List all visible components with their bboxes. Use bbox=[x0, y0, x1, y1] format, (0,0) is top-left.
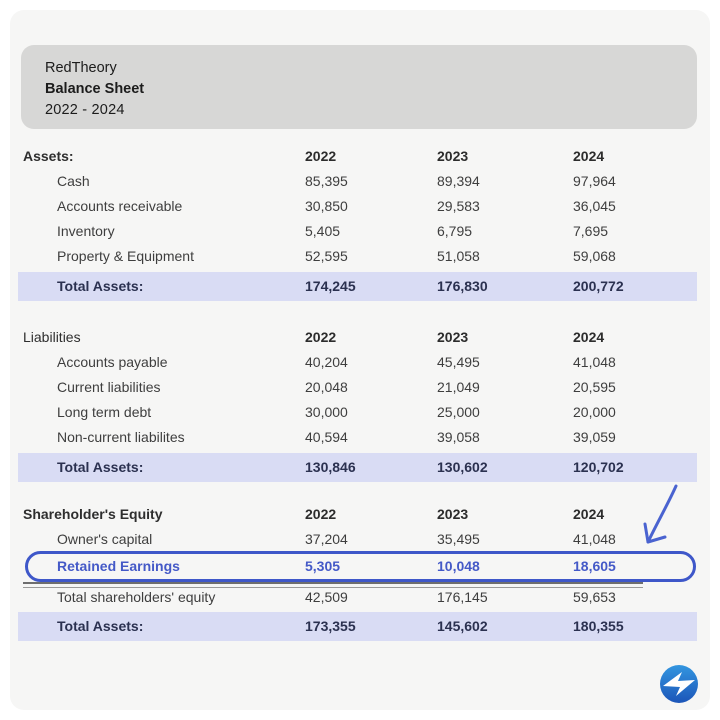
year-header: 2024 bbox=[573, 506, 605, 522]
table-row bbox=[0, 351, 720, 373]
total-value: 120,702 bbox=[573, 459, 624, 475]
total-label: Total Assets: bbox=[57, 618, 144, 634]
row-label: Non-current liabilites bbox=[57, 429, 185, 445]
cell-value: 41,048 bbox=[573, 354, 616, 370]
cell-value: 21,049 bbox=[437, 379, 480, 395]
company-name: RedTheory bbox=[45, 60, 117, 76]
cell-value: 30,850 bbox=[305, 198, 348, 214]
title-banner bbox=[21, 45, 697, 129]
total-value: 130,602 bbox=[437, 459, 488, 475]
cell-value: 97,964 bbox=[573, 173, 616, 189]
total-label: Total Assets: bbox=[57, 278, 144, 294]
row-label: Accounts receivable bbox=[57, 198, 183, 214]
cell-value: 5,305 bbox=[305, 558, 341, 574]
total-value: 180,355 bbox=[573, 618, 624, 634]
cell-value: 25,000 bbox=[437, 404, 480, 420]
cell-value: 5,405 bbox=[305, 223, 341, 239]
cell-value: 6,795 bbox=[437, 223, 473, 239]
year-header: 2024 bbox=[573, 148, 605, 164]
cell-value: 18,605 bbox=[573, 558, 616, 574]
year-header: 2024 bbox=[573, 329, 605, 345]
total-value: 176,830 bbox=[437, 278, 488, 294]
cell-value: 40,594 bbox=[305, 429, 348, 445]
row-label: Owner's capital bbox=[57, 531, 153, 547]
cell-value: 40,204 bbox=[305, 354, 348, 370]
table-row bbox=[0, 220, 720, 242]
year-header: 2022 bbox=[305, 329, 337, 345]
cell-value: 30,000 bbox=[305, 404, 348, 420]
table-row bbox=[0, 245, 720, 267]
period-range: 2022 - 2024 bbox=[45, 102, 125, 118]
cell-value: 20,595 bbox=[573, 379, 616, 395]
row-label: Current liabilities bbox=[57, 379, 161, 395]
row-label: Accounts payable bbox=[57, 354, 168, 370]
total-value: 145,602 bbox=[437, 618, 488, 634]
cell-value: 37,204 bbox=[305, 531, 348, 547]
row-label: Cash bbox=[57, 173, 90, 189]
cell-value: 51,058 bbox=[437, 248, 480, 264]
cell-value: 45,495 bbox=[437, 354, 480, 370]
title-block bbox=[45, 58, 144, 121]
cell-value: 59,653 bbox=[573, 589, 616, 605]
cell-value: 39,059 bbox=[573, 429, 616, 445]
cell-value: 42,509 bbox=[305, 589, 348, 605]
arrow-icon bbox=[630, 478, 700, 558]
cell-value: 39,058 bbox=[437, 429, 480, 445]
lightning-bolt-logo-icon bbox=[658, 663, 700, 705]
cell-value: 29,583 bbox=[437, 198, 480, 214]
section-header-assets bbox=[0, 145, 720, 167]
section-title: Shareholder's Equity bbox=[23, 506, 163, 522]
cell-value: 20,048 bbox=[305, 379, 348, 395]
section-title: Liabilities bbox=[23, 329, 81, 345]
cell-value: 41,048 bbox=[573, 531, 616, 547]
year-header: 2022 bbox=[305, 148, 337, 164]
cell-value: 20,000 bbox=[573, 404, 616, 420]
table-row bbox=[0, 376, 720, 398]
cell-value: 7,695 bbox=[573, 223, 609, 239]
total-label: Total Assets: bbox=[57, 459, 144, 475]
total-value: 174,245 bbox=[305, 278, 356, 294]
year-header: 2023 bbox=[437, 148, 469, 164]
table-row-retained-earnings bbox=[0, 555, 720, 577]
year-header: 2022 bbox=[305, 506, 337, 522]
cell-value: 85,395 bbox=[305, 173, 348, 189]
table-row bbox=[0, 426, 720, 448]
table-row bbox=[0, 170, 720, 192]
row-label: Long term debt bbox=[57, 404, 152, 420]
total-value: 200,772 bbox=[573, 278, 624, 294]
total-value: 173,355 bbox=[305, 618, 356, 634]
total-row-equity bbox=[18, 612, 697, 641]
cell-value: 59,068 bbox=[573, 248, 616, 264]
cell-value: 52,595 bbox=[305, 248, 348, 264]
document-title: Balance Sheet bbox=[45, 81, 145, 97]
table-row bbox=[0, 401, 720, 423]
cell-value: 10,048 bbox=[437, 558, 480, 574]
cell-value: 89,394 bbox=[437, 173, 480, 189]
table-row bbox=[0, 586, 720, 608]
total-row-assets bbox=[18, 272, 697, 301]
total-value: 130,846 bbox=[305, 459, 356, 475]
table-row bbox=[0, 528, 720, 550]
section-title: Assets: bbox=[23, 148, 74, 164]
cell-value: 36,045 bbox=[573, 198, 616, 214]
year-header: 2023 bbox=[437, 506, 469, 522]
row-label: Retained Earnings bbox=[57, 558, 180, 574]
total-row-liabilities bbox=[18, 453, 697, 482]
row-label: Property & Equipment bbox=[57, 248, 194, 264]
table-row bbox=[0, 195, 720, 217]
year-header: 2023 bbox=[437, 329, 469, 345]
section-header-equity bbox=[0, 503, 720, 525]
cell-value: 176,145 bbox=[437, 589, 488, 605]
row-label: Inventory bbox=[57, 223, 115, 239]
section-header-liabilities bbox=[0, 326, 720, 348]
row-label: Total shareholders' equity bbox=[57, 589, 216, 605]
cell-value: 35,495 bbox=[437, 531, 480, 547]
